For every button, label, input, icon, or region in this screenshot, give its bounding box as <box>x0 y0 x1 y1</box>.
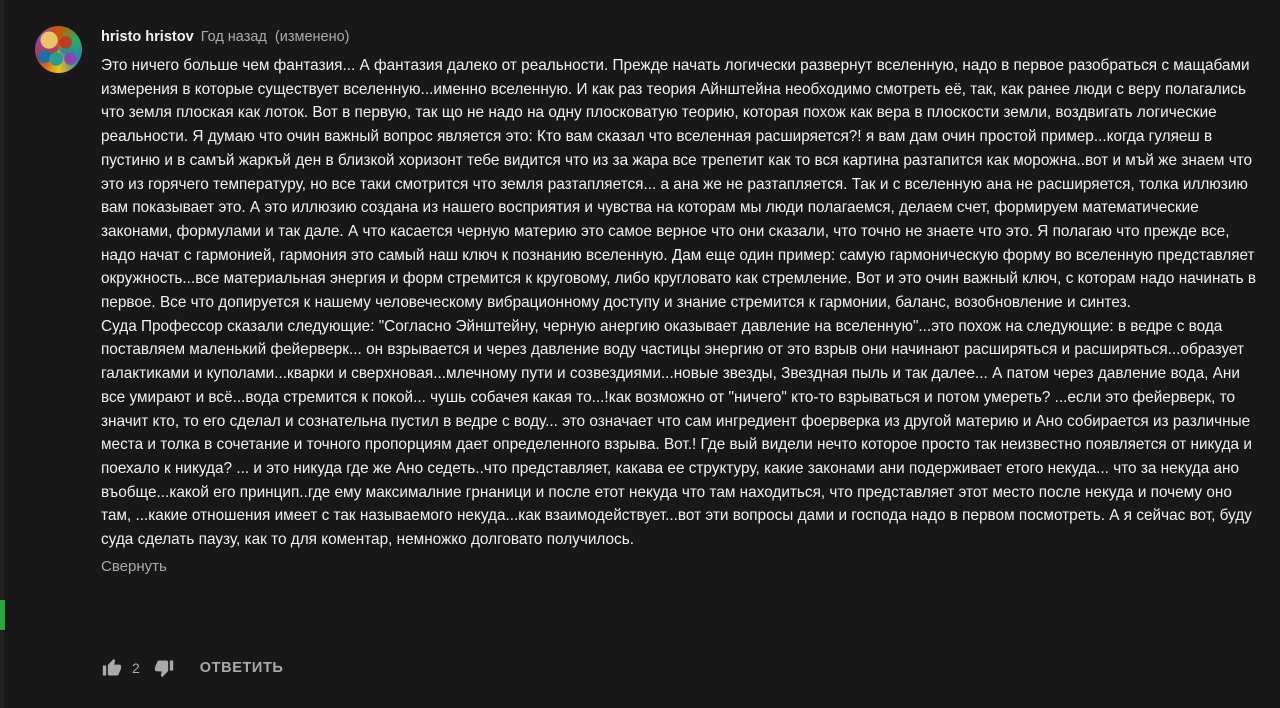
dislike-button[interactable] <box>153 657 175 679</box>
author-name[interactable]: hristo hristov <box>101 29 194 45</box>
comment-paragraph: Это ничего больше чем фантазия... А фантазия далеко от реальности. Прежде начать логически развернут вселенную, надо в первое разобраться с мащабами измерения в которые существует вселенную...именно вселенную. И как раз теория Айнштейна необходимо смотреть её, так, как ранее люди с веру полагались что земля плоская как лоток. Вот в первую, так що не надо на одну плосковатую теорию, которая похож как вера в плоскости земли, воздвигать логические реальности. Я думаю что очин важный вопрос является это: Кто вам сказал что вселенная расширяется?! я вам дам очин простой пример...когда гуляеш в пустиню и в самъй жаркъй ден в близкой хоризонт тебе видится что из за жара все трепетит как то вся картина разтапится как морожна..вот и мъй же знаем что это из горячего температуру, но все таки смотрится что земля разтапляется... а ана же не разтапляется. Так и с вселенную ана не расширяется, толка иллюзию вам показывает это. А это иллюзию создана из нашего восприятия и чувства на которам мы люди полагаемся, делаем счет, формируем математические законами, формулами и так дале. А что касается черную материю это самое верное что они сказали, что точно не знаете что это. Я полагаю что прежде все, надо начат с гармонией, гармония это самый наш ключ к познанию вселенную. Дам еще один пример: самую гармоническую форму во вселенную представляет окружность...все материальная энергия и форм стремится к круговому, либо кругловато как стремление. Вот и это очин важный ключ, с которам надо начинать в первое. Все что допируется к нашему человеческому вибрационному доступу и знание стремится к гармонии, баланс, возобновление и синтез. <box>101 57 1257 312</box>
left-edge-accent <box>0 600 5 630</box>
comment-text <box>101 54 1261 552</box>
comment-timestamp[interactable]: Год назад <box>200 29 267 45</box>
avatar[interactable] <box>35 26 82 73</box>
comment <box>101 27 1261 578</box>
reply-button[interactable]: ОТВЕТИТЬ <box>199 660 284 676</box>
like-button[interactable] <box>101 657 123 679</box>
collapse-button[interactable]: Свернуть <box>101 557 167 575</box>
comment-paragraph: Суда Профессор сказали следующие: "Согласно Эйнштейну, черную анергию оказывает давление на вселенную"...это похож на следующие: в ведре с вода поставляем маленький фейерверк... он взрывается и через давление воду частицы энергию от это взрыв они начинают расширяться и расширяться...образует галактиками и куполами...кварки и сверхновая...млечному пути и созвездиями...новые звезды, Звездная пыль и так далее... А патом через давление вода, Ани все умирают и всё...вода стремится к покой... чушь собачея какая то...!как возможно от "ничего" кто-то взрываться и потом умереть? ...если это фейерверк, то значит кто, то его сделал и сознательна пустил в ведре с воду... это означает что сам ингредиент фоерверка из другой материю и Ано собирается из различные места и толка в сочетание и точного пропорциям дает определенного взрыва. Вот.! Где вый видели нечто которое просто так неизвестно появляется от никуда и поехало к никуда? ... и это никуда где же Ано седеть..что представляет, какава ее структуру, какие законами ани подерживает етого некуда... что за некуда ано въобще...какой его принцип..где ему максималние грнаници и после етот некуда что там находиться, что представляет этот место после некуда и почему оно там, ...какие отношения имеет с так называемого некуда...как взаимодействует...вот эти вопросы дами и господа надо в первом посмотреть. А я сейчас вот, буду суда сделать паузу, как то для коментар, немножко долговато получилось. <box>101 317 1252 549</box>
thumbs-down-icon <box>154 658 174 678</box>
thumbs-up-icon <box>102 658 122 678</box>
comment-header <box>101 27 1261 47</box>
like-count: 2 <box>132 660 140 676</box>
comment-actions <box>101 656 283 680</box>
edited-label: (изменено) <box>274 29 350 45</box>
